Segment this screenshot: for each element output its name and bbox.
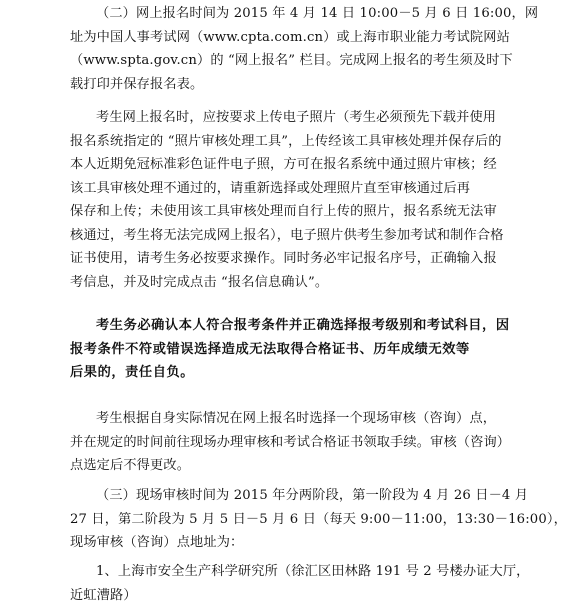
text-line: 考生网上报名时，应按要求上传电子照片（考生必须预先下载并使用 — [96, 110, 497, 125]
text-line: 点选定后不得更改。 — [70, 458, 191, 473]
text-line: 证书使用，请考生务必按要求操作。同时务必牢记报名序号，正确输入报 — [70, 251, 497, 266]
text-line: 址为中国人事考试网（www.cpta.com.cn）或上海市职业能力考试院网站 — [70, 29, 510, 45]
text-line: 1、上海市安全生产科学研究所（徐汇区田林路 191 号 2 号楼办证大厅， — [96, 564, 530, 579]
text-line: （www.spta.gov.cn）的 “网上报名” 栏目。完成网上报名的考生须及时下 — [70, 53, 513, 68]
paragraph-photo-requirements — [70, 106, 504, 294]
text-line: 现场审核（咨询）点地址为： — [70, 535, 244, 550]
paragraph-address-1 — [70, 560, 530, 607]
text-line: （二）网上报名时间为 2015 年 4 月 14 日 10:00－5 月 6 日 16:00，网 — [96, 6, 539, 21]
text-line: 报名系统指定的 “照片审核处理工具”，上传经该工具审核处理并保存后的 — [70, 133, 502, 149]
text-line: 后果的，责任自负。 — [70, 365, 195, 380]
text-line: 载打印并保存报名表。 — [70, 76, 204, 92]
text-line: 该工具审核处理不通过的，请重新选择或处理照片直至审核通过后再 — [70, 180, 471, 196]
text-line: 并在规定的时间前往现场办理审核和考试合格证书领取手续。审核（咨询） — [70, 434, 511, 450]
text-line: 核通过，考生将无法完成网上报名），电子照片供考生参加考试和制作合格 — [70, 227, 504, 243]
text-line: 考生务必确认本人符合报考条件并正确选择报考级别和考试科目，因 — [96, 318, 510, 333]
text-line: 报考条件不符或错误选择造成无法取得合格证书、历年成绩无效等 — [70, 341, 470, 357]
paragraph-onsite-choice — [70, 407, 511, 478]
text-line: 考生根据自身实际情况在网上报名时选择一个现场审核（咨询）点， — [96, 411, 497, 426]
text-line: 27 日，第二阶段为 5 月 5 日－5 月 6 日（每天 9:00－11:00，13:30－16:00）， — [70, 511, 567, 527]
text-line: 考信息，并及时完成点击 “报名信息确认”。 — [70, 274, 329, 290]
paragraph-confirmation-warning — [70, 314, 510, 385]
text-line: 近虹漕路） — [70, 587, 137, 603]
paragraph-onsite-time — [70, 484, 567, 555]
paragraph-registration-time — [70, 2, 539, 96]
text-line: （三）现场审核时间为 2015 年分两阶段，第一阶段为 4 月 26 日－4 月 — [96, 488, 529, 503]
text-line: 本人近期免冠标准彩色证件电子照，方可在报名系统中通过照片审核；经 — [70, 157, 497, 172]
text-line: 保存和上传；未使用该工具审核处理而自行上传的照片，报名系统无法审 — [70, 204, 497, 219]
